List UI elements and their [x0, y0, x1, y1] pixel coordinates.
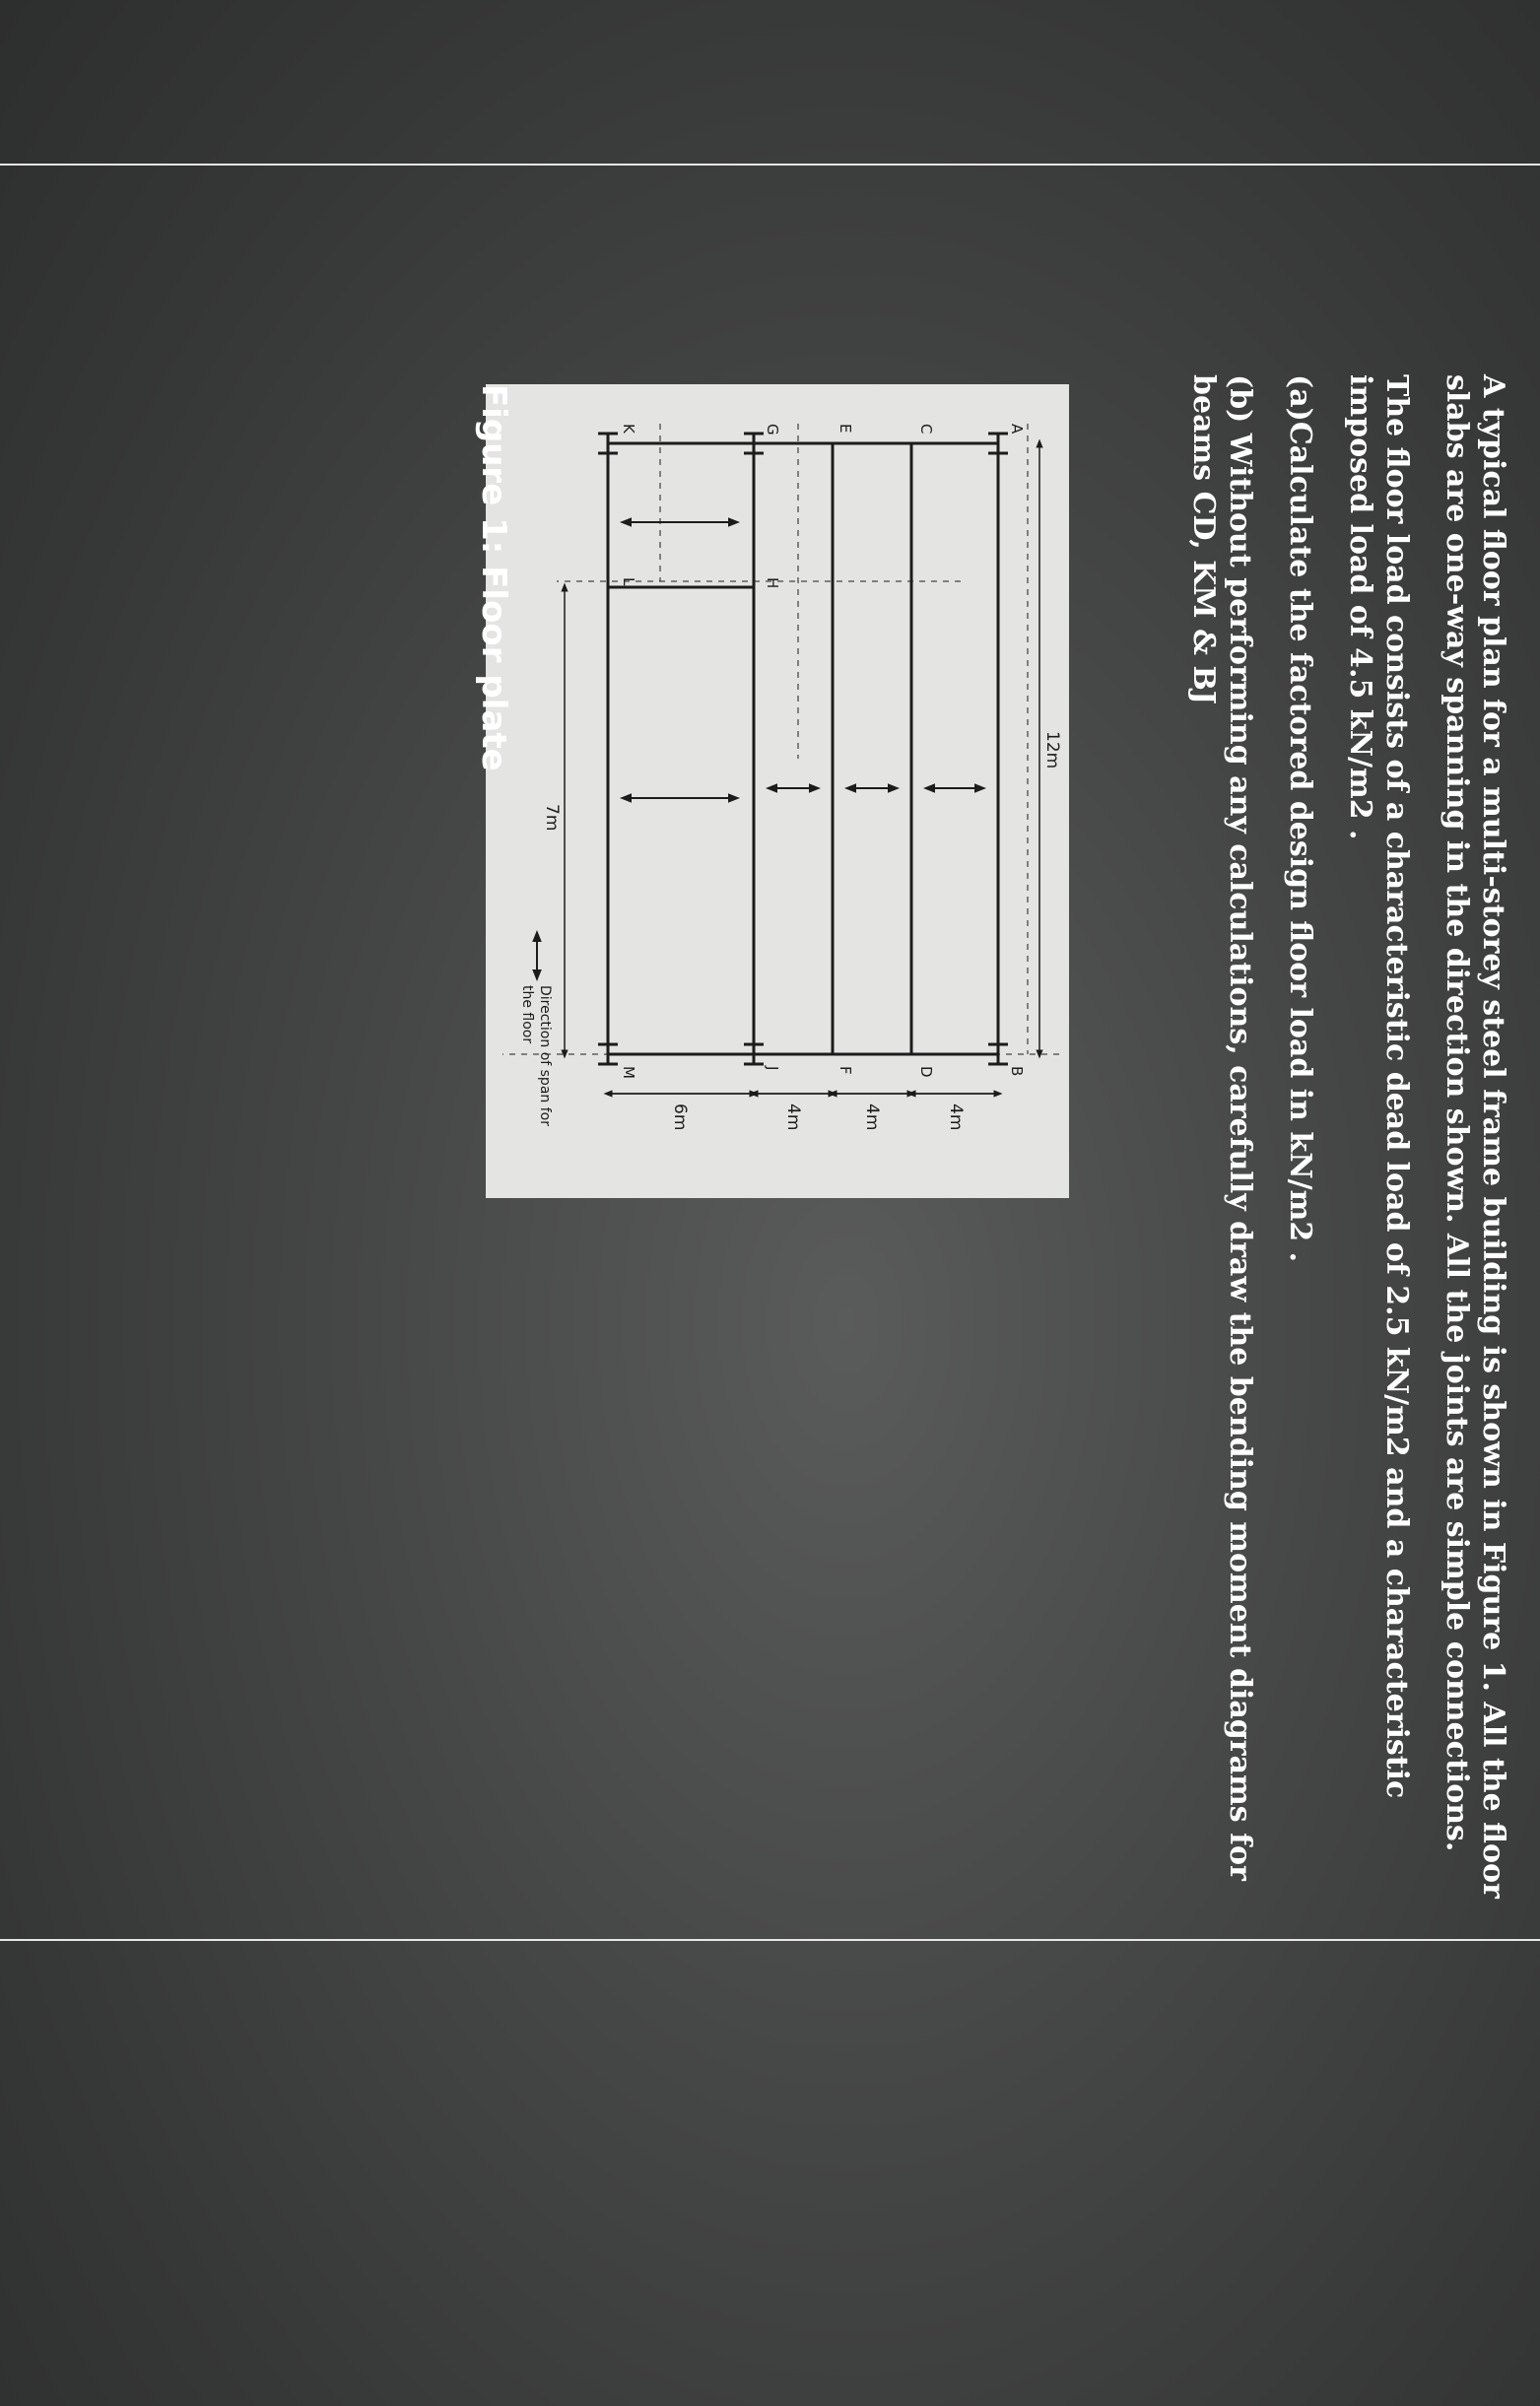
- label-f: F: [837, 1066, 854, 1075]
- label-a: A: [1008, 424, 1026, 434]
- intro-line-2: slabs are one-way spanning in the direction shown. All the joints are simple connections.: [1440, 374, 1474, 1852]
- legend-label-1: Direction of span for: [537, 985, 553, 1126]
- problem-text: [1162, 374, 1511, 1899]
- legend-label-2: the floor: [519, 985, 535, 1044]
- figure-caption: Figure 1: Floor plate: [474, 384, 513, 771]
- question-b: [1185, 374, 1258, 1881]
- paragraph-intro: [1439, 374, 1511, 1899]
- label-m: M: [620, 1066, 637, 1079]
- floor-plan-diagram: [486, 384, 1069, 1198]
- loads-line-2: imposed load of 4.5 kN/m2 .: [1343, 374, 1377, 840]
- label-l: L: [620, 577, 637, 586]
- intro-line-1: A typical floor plan for a multi-storey steel frame building is shown in Figure 1. All the floor: [1476, 374, 1510, 1899]
- label-h: H: [764, 577, 781, 589]
- question-a-text: (a)Calculate the factored design floor load in kN/m2 .: [1283, 374, 1317, 1263]
- dim-label-right-3: 4m: [783, 1103, 803, 1131]
- dim-label-bottom: 7m: [542, 804, 562, 832]
- figure-panel: [486, 384, 1069, 1198]
- dim-label-right-4: 6m: [670, 1103, 690, 1131]
- dim-label-right-2: 4m: [862, 1103, 882, 1131]
- label-c: C: [917, 424, 935, 434]
- loads-line-1: The floor load consists of a characteristic dead load of 2.5 kN/m2 and a characteristic: [1379, 374, 1414, 1799]
- dim-label-top: 12m: [1042, 731, 1062, 769]
- label-k: K: [620, 424, 637, 434]
- label-g: G: [764, 424, 781, 435]
- label-d: D: [917, 1066, 935, 1078]
- dim-label-right-1: 4m: [946, 1103, 966, 1131]
- label-e: E: [837, 424, 854, 434]
- question-b-line-1: (b) Without performing any calculations, carefully draw the bending moment diagrams for: [1223, 374, 1257, 1881]
- label-j: J: [764, 1066, 781, 1071]
- paragraph-loads: [1342, 374, 1415, 1799]
- question-a: [1282, 374, 1318, 1557]
- label-b: B: [1008, 1066, 1026, 1077]
- question-b-line-2: beams CD, KM & BJ: [1186, 374, 1221, 705]
